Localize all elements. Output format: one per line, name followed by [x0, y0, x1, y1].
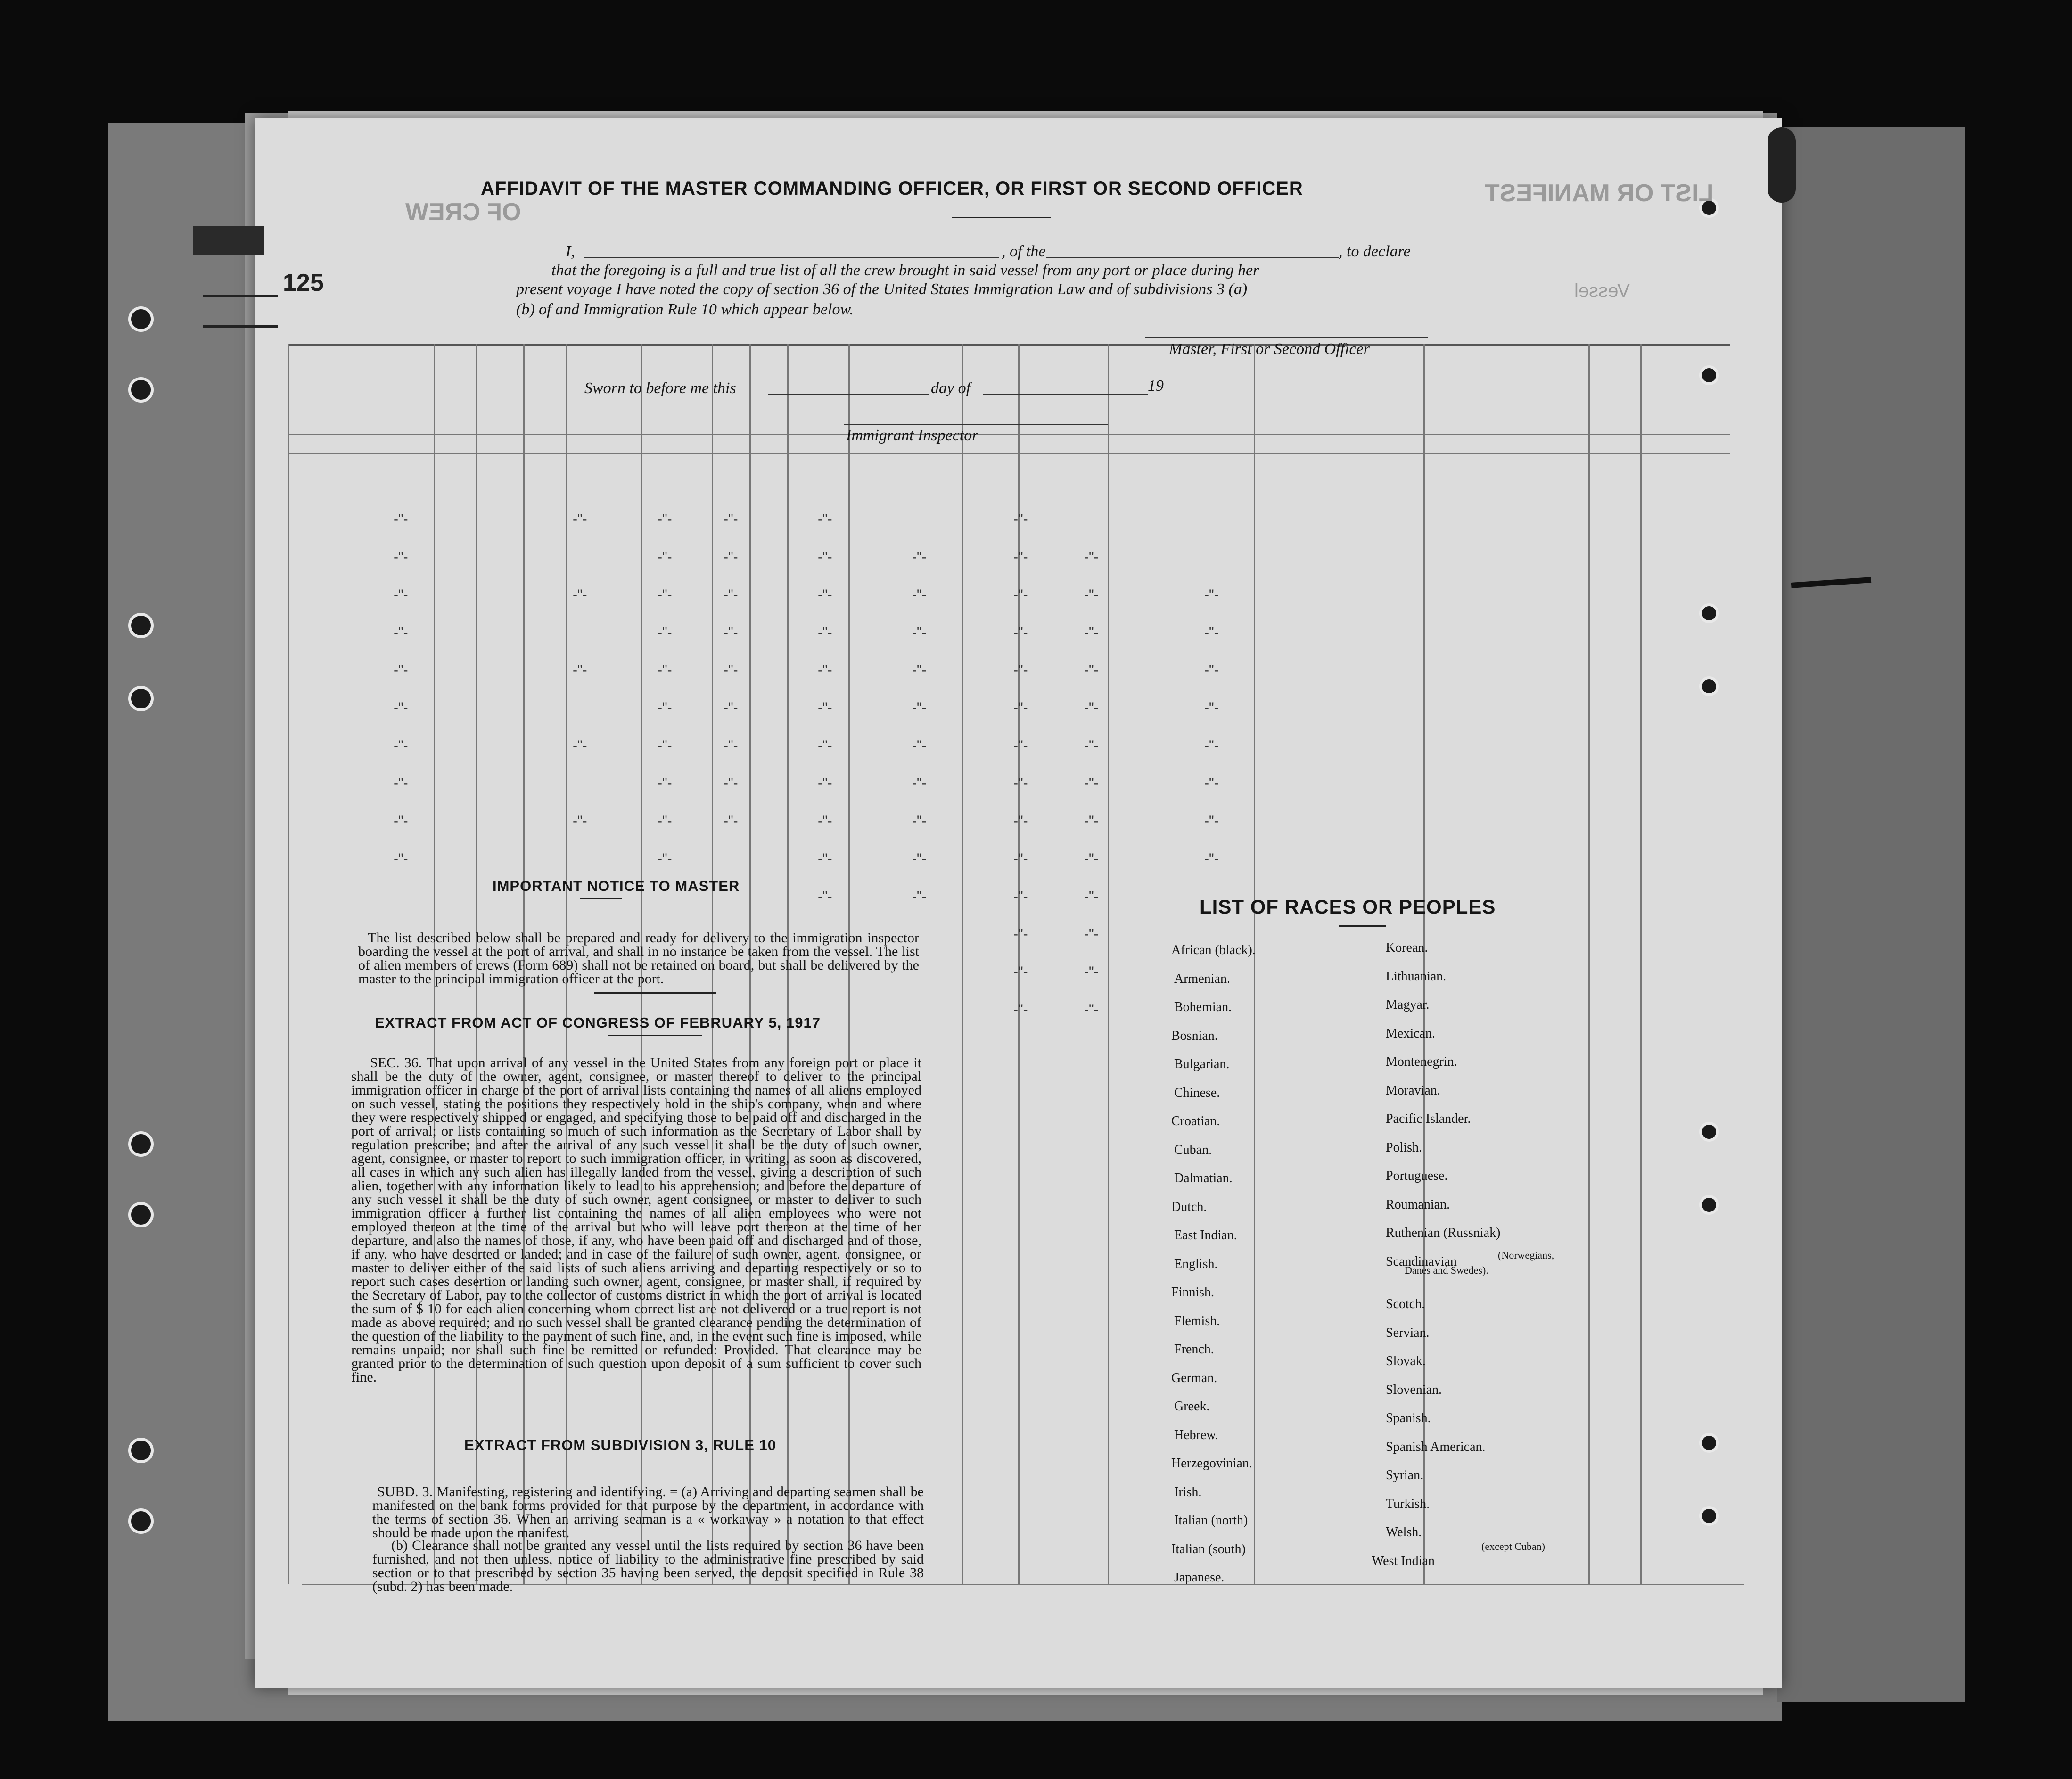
ditto-mark: -"-	[912, 851, 927, 866]
act-extract-text: SEC. 36. That upon arrival of any vessel in the United States from any foreign port or place it shall be the duty of the owner, agent, consignee, or master thereof to deliver to the principal immigration officer in charge of the port of arrival lists containing the names of all aliens employed on such vessel, stating the positions they respectively hold in the ship's company, when and where they were respectively shipped or engaged, and specifying those to be paid off and discharged in the port of arrival; or lists containing so much of such information as the Secretary of Labor shall by regulation prescribe; and after the arrival of any such vessel it shall be the duty of such owner, agent, consignee, or master to report to such immigration officer, in writing, as soon as discovered, all cases in which any such alien has illegally landed from the vessel, giving a description of such alien, together with any information likely to lead to his apprehension; and before the departure of any such vessel it shall be the duty of such owner, agent consignee, or master to deliver to such immigration officer a further list containing the names of all alien employees who were not employed thereon at the time of the arrival but who will leave port thereon at the time of her departure, and also the names of those, if any, who have been paid off and discharged and of those, if any, who have deserted or landed; and in case of the failure of such owner, agent, consignee, or master to deliver either of the said lists of such aliens arriving and departing respectively or so to report such cases desertion or landing such owner, agent, consignee, or master shall, if required by the Secretary of Labor, pay to the collector of customs district in which the port of arrival is located the sum of $ 10 for each alien concerning whom correct list are not delivered or a true report is not made as above required; and no such vessel shall be granted clearance pending the determination of the question of the liability to the payment of such fine, and, in the event such fine is imposed, while remains unpaid; nor shall such fine be remitted or refunded: Provided. That clearance may be granted prior to the determination of such question upon deposit of a sum sufficient to cover such fine.	[351, 1055, 921, 1385]
act-underline	[608, 1035, 702, 1036]
ditto-mark: -"-	[1013, 964, 1028, 980]
ditto-mark: -"-	[394, 662, 408, 678]
ditto-mark: -"-	[658, 738, 672, 753]
title-underline	[952, 217, 1051, 218]
ditto-mark: -"-	[1084, 549, 1099, 565]
ditto-mark: -"-	[658, 587, 672, 602]
ditto-mark: -"-	[394, 587, 408, 602]
scandinavian-note: (Norwegians,	[1498, 1249, 1554, 1261]
ditto-mark: -"-	[394, 625, 408, 640]
margin-number: 125	[283, 269, 324, 296]
race-item: Hebrew.	[1174, 1427, 1218, 1442]
race-item: Japanese.	[1174, 1570, 1225, 1585]
master-signature-label: Master, First or Second Officer	[1169, 340, 1370, 358]
ditto-mark: -"-	[1013, 1002, 1028, 1017]
binder-hole	[128, 686, 154, 711]
ditto-mark: -"-	[912, 662, 927, 678]
race-item: English.	[1174, 1256, 1218, 1271]
race-item: Dutch.	[1171, 1199, 1207, 1214]
ditto-mark: -"-	[912, 625, 927, 640]
affidavit-line1-suffix: , to declare	[1339, 243, 1411, 260]
affidavit-line1-mid: , of the	[1002, 243, 1046, 260]
notice-underline	[580, 898, 622, 899]
ditto-mark: -"-	[394, 851, 408, 866]
affidavit-line3: present voyage I have noted the copy of section 36 of the United States Immigration Law and of subdivisions 3 (a)	[516, 280, 1248, 298]
binder-hole	[128, 377, 154, 403]
table-column-line	[1108, 344, 1109, 1584]
ditto-mark: -"-	[724, 813, 738, 829]
race-item: Italian (south)	[1171, 1541, 1246, 1557]
race-item: Slovak.	[1386, 1354, 1426, 1368]
race-item: Scotch.	[1386, 1297, 1425, 1311]
binder-hole	[128, 1202, 154, 1227]
table-rule	[288, 434, 1730, 435]
ditto-mark: -"-	[1084, 775, 1099, 791]
rule-extract-heading: EXTRACT FROM SUBDIVISION 3, RULE 10	[464, 1437, 776, 1453]
ditto-mark: -"-	[1204, 738, 1219, 753]
binder-hole	[128, 1438, 154, 1463]
ditto-mark: -"-	[912, 587, 927, 602]
binder-hole	[1699, 1506, 1719, 1526]
ditto-mark: -"-	[1084, 738, 1099, 753]
race-item: German.	[1171, 1370, 1217, 1385]
ditto-mark: -"-	[573, 662, 587, 678]
show-through-label: Vessel	[1574, 280, 1630, 301]
race-item: Lithuanian.	[1386, 969, 1447, 984]
race-item: Servian.	[1386, 1325, 1430, 1340]
ditto-mark: -"-	[1013, 889, 1028, 904]
binder-hole	[128, 1508, 154, 1534]
ditto-mark: -"-	[1204, 775, 1219, 791]
ditto-mark: -"-	[724, 775, 738, 791]
ditto-mark: -"-	[658, 813, 672, 829]
binder-hole	[1699, 1433, 1719, 1453]
ditto-mark: -"-	[1013, 851, 1028, 866]
ditto-mark: -"-	[1084, 587, 1099, 602]
ditto-mark: -"-	[394, 775, 408, 791]
race-item: Scandinavian	[1386, 1254, 1457, 1269]
race-item: Montenegrin.	[1386, 1054, 1457, 1069]
ditto-mark: -"-	[658, 625, 672, 640]
binder-hole	[1699, 1122, 1719, 1142]
race-item: West Indian	[1372, 1553, 1435, 1568]
inspector-signature-line[interactable]	[844, 424, 1108, 425]
table-column-line	[1588, 344, 1590, 1584]
races-heading: LIST OF RACES OR PEOPLES	[1200, 896, 1496, 918]
vessel-blank[interactable]	[1046, 257, 1339, 258]
ditto-mark: -"-	[394, 511, 408, 527]
margin-rule	[203, 295, 278, 297]
ditto-mark: -"-	[573, 511, 587, 527]
ditto-mark: -"-	[724, 587, 738, 602]
sworn-day-blank[interactable]	[768, 394, 929, 395]
sworn-month-blank[interactable]	[983, 394, 1148, 395]
table-column-line	[1423, 344, 1425, 1584]
rule-extract-text-b: (b) Clearance shall not be granted any vessel until the lists required by section 36 have been furnished, and not then unless, notice of liability to the administrative fine prescribed by said section or to that prescribed by section 35 having been served, the deposit specified in Rule 38 (subd. 2) has been made.	[372, 1538, 924, 1594]
ditto-mark: -"-	[658, 851, 672, 866]
signature-line[interactable]	[1145, 337, 1428, 338]
ditto-mark: -"-	[1013, 662, 1028, 678]
race-item: African (black).	[1171, 943, 1256, 957]
ditto-mark: -"-	[1204, 851, 1219, 866]
ditto-mark: -"-	[1084, 851, 1099, 866]
west-indian-note: (except Cuban)	[1481, 1540, 1545, 1552]
race-item: French.	[1174, 1342, 1214, 1357]
race-item: Finnish.	[1171, 1285, 1215, 1300]
ditto-mark: -"-	[1084, 1002, 1099, 1017]
race-item: Armenian.	[1174, 971, 1230, 986]
ditto-mark: -"-	[1013, 587, 1028, 602]
race-item: Cuban.	[1174, 1142, 1212, 1157]
sworn-day-of: day of	[931, 379, 971, 397]
binder-hole	[1699, 365, 1719, 385]
sworn-year: 19	[1148, 377, 1164, 395]
race-item: Flemish.	[1174, 1313, 1220, 1328]
ditto-mark: -"-	[912, 889, 927, 904]
ditto-mark: -"-	[1084, 964, 1099, 980]
ditto-mark: -"-	[724, 662, 738, 678]
scandinavian-note-2: Danes and Swedes).	[1405, 1264, 1488, 1276]
ditto-mark: -"-	[658, 511, 672, 527]
race-item: Welsh.	[1386, 1525, 1422, 1540]
race-item: Bulgarian.	[1174, 1057, 1230, 1071]
ditto-mark: -"-	[1013, 926, 1028, 942]
ditto-mark: -"-	[818, 662, 832, 678]
binder-hole	[128, 306, 154, 332]
ditto-mark: -"-	[1204, 587, 1219, 602]
ditto-mark: -"-	[573, 587, 587, 602]
margin-rule	[203, 325, 278, 328]
ditto-mark: -"-	[818, 851, 832, 866]
race-item: Herzegovinian.	[1171, 1456, 1252, 1471]
ditto-mark: -"-	[724, 700, 738, 716]
race-item: Roumanian.	[1386, 1197, 1450, 1212]
inspector-label: Immigrant Inspector	[846, 427, 978, 444]
ditto-mark: -"-	[1204, 700, 1219, 716]
race-item: Bohemian.	[1174, 1000, 1232, 1014]
ditto-mark: -"-	[724, 549, 738, 565]
binder-hole	[128, 1131, 154, 1157]
ditto-mark: -"-	[912, 549, 927, 565]
race-item: Spanish American.	[1386, 1439, 1486, 1454]
races-underline	[1339, 925, 1386, 927]
affidavit-title: AFFIDAVIT OF THE MASTER COMMANDING OFFICER, OR FIRST OR SECOND OFFICER	[481, 178, 1303, 199]
affidavit-line4: (b) of and Immigration Rule 10 which appear below.	[516, 301, 854, 318]
ditto-mark: -"-	[1013, 625, 1028, 640]
ditto-mark: -"-	[724, 625, 738, 640]
ditto-mark: -"-	[1204, 662, 1219, 678]
act-extract-heading: EXTRACT FROM ACT OF CONGRESS OF FEBRUARY 5, 1917	[375, 1014, 821, 1031]
ditto-mark: -"-	[394, 549, 408, 565]
margin-stamp	[193, 226, 264, 255]
ditto-mark: -"-	[1204, 813, 1219, 829]
table-column-line	[962, 344, 963, 1584]
race-item: Greek.	[1174, 1399, 1210, 1414]
ditto-mark: -"-	[1084, 926, 1099, 942]
ditto-mark: -"-	[912, 738, 927, 753]
race-item: Croatian.	[1171, 1114, 1220, 1128]
table-rule	[288, 344, 1730, 346]
race-item: Ruthenian (Russniak)	[1386, 1226, 1501, 1240]
sworn-prefix: Sworn to before me this	[584, 379, 736, 397]
important-notice-text: The list described below shall be prepared and ready for delivery to the immigration inspector boarding the vessel at the port of arrival, and shall in no instance be taken from the vessel. The list of alien members of crews (Form 689) shall not be retained on board, but shall be delivered by the master to the principal immigration officer at the port.	[358, 930, 919, 987]
ditto-mark: -"-	[1013, 775, 1028, 791]
ditto-mark: -"-	[818, 625, 832, 640]
ditto-mark: -"-	[658, 700, 672, 716]
ditto-mark: -"-	[1013, 549, 1028, 565]
ditto-mark: -"-	[818, 587, 832, 602]
ditto-mark: -"-	[1084, 625, 1099, 640]
ditto-mark: -"-	[573, 813, 587, 829]
table-column-line	[1640, 344, 1642, 1584]
race-item: Italian (north)	[1174, 1513, 1248, 1528]
binder-hole	[128, 613, 154, 638]
important-notice-heading: IMPORTANT NOTICE TO MASTER	[493, 878, 740, 894]
ditto-mark: -"-	[1084, 662, 1099, 678]
race-item: Spanish.	[1386, 1411, 1431, 1425]
ditto-mark: -"-	[658, 662, 672, 678]
race-item: Moravian.	[1386, 1083, 1440, 1098]
race-item: Slovenian.	[1386, 1382, 1442, 1397]
race-item: Portuguese.	[1386, 1169, 1448, 1183]
ditto-mark: -"-	[394, 700, 408, 716]
ditto-mark: -"-	[912, 813, 927, 829]
ditto-mark: -"-	[658, 549, 672, 565]
ditto-mark: -"-	[394, 738, 408, 753]
background-sheet-right	[1777, 127, 1965, 1702]
show-through-title: OF CREW	[405, 198, 521, 226]
ditto-mark: -"-	[1084, 700, 1099, 716]
race-item: East Indian.	[1174, 1228, 1237, 1243]
ditto-mark: -"-	[1013, 511, 1028, 527]
binder-hole	[1699, 603, 1719, 623]
race-item: Irish.	[1174, 1484, 1202, 1499]
ditto-mark: -"-	[1084, 889, 1099, 904]
section-divider	[594, 992, 716, 994]
ditto-mark: -"-	[1013, 700, 1028, 716]
ditto-mark: -"-	[724, 738, 738, 753]
binder-hole	[1699, 1195, 1719, 1215]
race-item: Korean.	[1386, 940, 1428, 955]
ditto-mark: -"-	[818, 775, 832, 791]
ditto-mark: -"-	[912, 775, 927, 791]
race-item: Pacific Islander.	[1386, 1112, 1471, 1126]
race-item: Dalmatian.	[1174, 1171, 1233, 1186]
binder-hole	[1699, 676, 1719, 696]
ditto-mark: -"-	[724, 511, 738, 527]
race-item: Mexican.	[1386, 1026, 1435, 1041]
race-item: Bosnian.	[1171, 1028, 1218, 1043]
name-blank[interactable]	[584, 257, 999, 258]
ditto-mark: -"-	[818, 738, 832, 753]
affidavit-line2: that the foregoing is a full and true list of all the crew brought in said vessel from any port or place during her	[551, 262, 1259, 279]
ditto-mark: -"-	[818, 889, 832, 904]
ditto-mark: -"-	[818, 813, 832, 829]
rule-extract-text-a: SUBD. 3. Manifesting, registering and identifying. = (a) Arriving and departing seamen shall be manifested on the bank forms provided for that purpose by the department, in accordance with the terms of section 36. When an arriving seaman is a « workaway » a notation to that effect should be made upon the manifest.	[372, 1484, 924, 1540]
race-item: Chinese.	[1174, 1085, 1220, 1100]
ditto-mark: -"-	[912, 700, 927, 716]
binder-clip	[1768, 127, 1796, 203]
ditto-mark: -"-	[1084, 813, 1099, 829]
ditto-mark: -"-	[818, 511, 832, 527]
table-rule	[288, 453, 1730, 454]
ditto-mark: -"-	[818, 700, 832, 716]
race-item: Magyar.	[1386, 997, 1430, 1012]
race-item: Syrian.	[1386, 1468, 1424, 1482]
show-through-title: LIST OR MANIFEST	[1485, 180, 1714, 207]
race-item: Turkish.	[1386, 1496, 1430, 1511]
ditto-mark: -"-	[1013, 738, 1028, 753]
ditto-mark: -"-	[818, 549, 832, 565]
ditto-mark: -"-	[573, 738, 587, 753]
ditto-mark: -"-	[394, 813, 408, 829]
race-item: Polish.	[1386, 1140, 1422, 1155]
affidavit-line1-prefix: I,	[566, 243, 575, 260]
ditto-mark: -"-	[1204, 625, 1219, 640]
ditto-mark: -"-	[1013, 813, 1028, 829]
table-column-line	[288, 344, 289, 1584]
table-column-line	[1254, 344, 1255, 1584]
ditto-mark: -"-	[658, 775, 672, 791]
